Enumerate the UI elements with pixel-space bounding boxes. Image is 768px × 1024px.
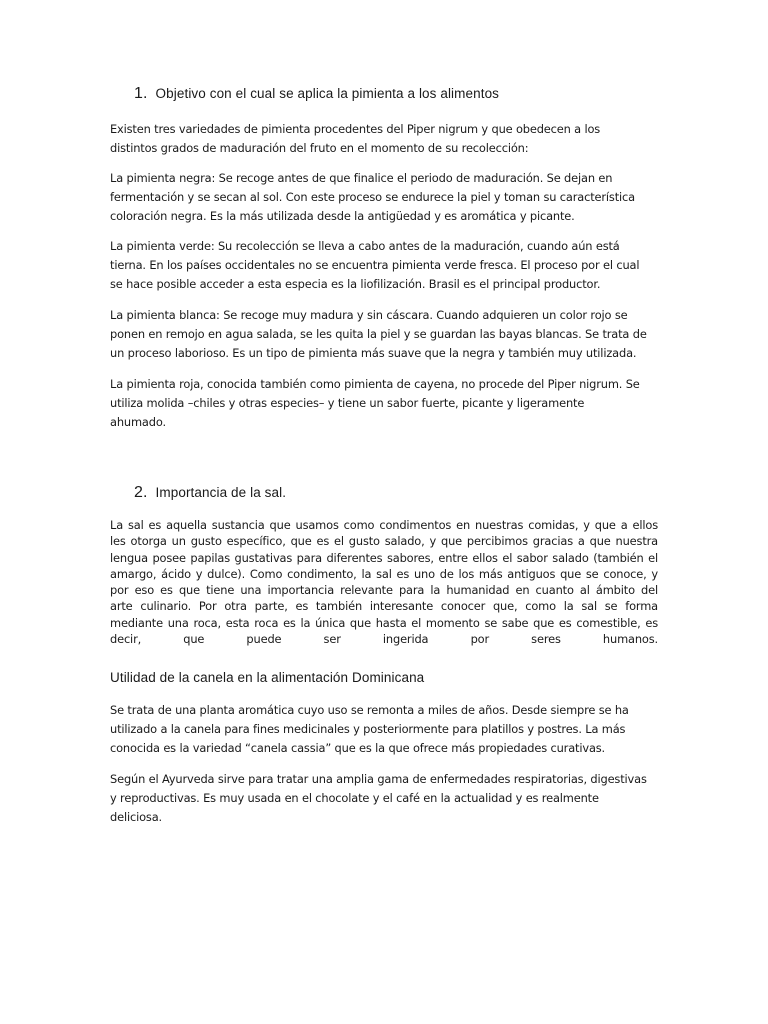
text-line: decir, que puede ser ingerida por seres humanos. bbox=[110, 632, 658, 647]
text-line: coloración negra. Es la más utilizada desde la antigüedad y es aromática y picante. bbox=[110, 209, 575, 223]
text-line: mediante una roca, esta roca es la única que hasta el momento se sabe que es comestible, es bbox=[110, 615, 658, 630]
text-line: un proceso laborioso. Es un tipo de pimienta más suave que la negra y también muy utilizada. bbox=[110, 346, 637, 360]
text-line: distintos grados de maduración del fruto en el momento de su recolección: bbox=[110, 141, 529, 155]
section1-heading bbox=[134, 85, 499, 103]
text-line: La pimienta blanca: Se recoge muy madura y sin cáscara. Cuando adquieren un color rojo se bbox=[110, 308, 628, 322]
text-line: La pimienta negra: Se recoge antes de que finalice el periodo de maduración. Se dejan en bbox=[110, 171, 613, 185]
section3-paragraph-1 bbox=[110, 701, 650, 758]
section1-number: 1. bbox=[134, 85, 148, 102]
section1-paragraph-3 bbox=[110, 237, 640, 294]
text-line: fermentación y se secan al sol. Con este proceso se endurece la piel y toman su característica bbox=[110, 190, 635, 204]
text-line: La pimienta verde: Su recolección se lleva a cabo antes de la maduración, cuando aún está bbox=[110, 239, 620, 253]
text-line: ponen en remojo en agua salada, se les quita la piel y se guardan las bayas blancas. Se trata de bbox=[110, 327, 647, 341]
text-line: La pimienta roja, conocida también como pimienta de cayena, no procede del Piper nigrum. Se bbox=[110, 377, 640, 391]
section1-paragraph-1 bbox=[110, 120, 630, 158]
section1-paragraph-5 bbox=[110, 375, 645, 432]
text-line: deliciosa. bbox=[110, 810, 162, 824]
text-line: amargo, ácido y dulce). Como condimento, la sal es uno de los más antiguos que se conoce, y bbox=[110, 566, 658, 581]
section3-title: Utilidad de la canela en la alimentación Dominicana bbox=[110, 670, 425, 685]
section2-title: Importancia de la sal. bbox=[155, 485, 287, 500]
section1-title: Objetivo con el cual se aplica la pimienta a los alimentos bbox=[155, 86, 500, 101]
text-line: arte culinario. Por otra parte, es también interesante conocer que, como la sal se forma bbox=[110, 599, 658, 614]
section1-paragraph-2 bbox=[110, 169, 640, 226]
text-line: Según el Ayurveda sirve para tratar una amplia gama de enfermedades respiratorias, digestivas bbox=[110, 772, 647, 786]
section3-heading bbox=[110, 670, 424, 685]
text-line: por eso es que tiene una importancia relevante para la humanidad en cuanto al ámbito del bbox=[110, 583, 658, 598]
text-line: lengua posee papilas gustativas para diferentes sabores, entre ellos el sabor salado (también el bbox=[110, 550, 658, 565]
text-line: utiliza molida –chiles y otras especies– y tiene un sabor fuerte, picante y ligeramente bbox=[110, 396, 585, 410]
text-line: tierna. En los países occidentales no se encuentra pimienta verde fresca. El proceso por el cual bbox=[110, 258, 640, 272]
text-line: La sal es aquella sustancia que usamos como condimentos en nuestras comidas, y que a ellos bbox=[110, 518, 658, 532]
text-line: conocida es la variedad “canela cassia” que es la que ofrece más propiedades curativas. bbox=[110, 741, 606, 755]
text-line: les otorga un gusto específico, que es el gusto salado, y que percibimos gracias a que nuestra bbox=[110, 534, 658, 549]
section2-number: 2. bbox=[134, 484, 148, 501]
text-line: ahumado. bbox=[110, 415, 166, 429]
text-line: y reproductivas. Es muy usada en el chocolate y el café en la actualidad y es realmente bbox=[110, 791, 599, 805]
text-line: se hace posible acceder a esta especia es la liofilización. Brasil es el principal productor. bbox=[110, 277, 601, 291]
section2-heading bbox=[134, 484, 286, 502]
text-line: Se trata de una planta aromática cuyo uso se remonta a miles de años. Desde siempre se ha bbox=[110, 703, 629, 717]
text-line: Existen tres variedades de pimienta procedentes del Piper nigrum y que obedecen a los bbox=[110, 122, 601, 136]
text-line: utilizado a la canela para fines medicinales y posteriormente para platillos y postres. La más bbox=[110, 722, 626, 736]
section1-paragraph-4 bbox=[110, 306, 645, 363]
section3-paragraph-2 bbox=[110, 770, 670, 827]
section2-paragraph bbox=[110, 517, 658, 647]
